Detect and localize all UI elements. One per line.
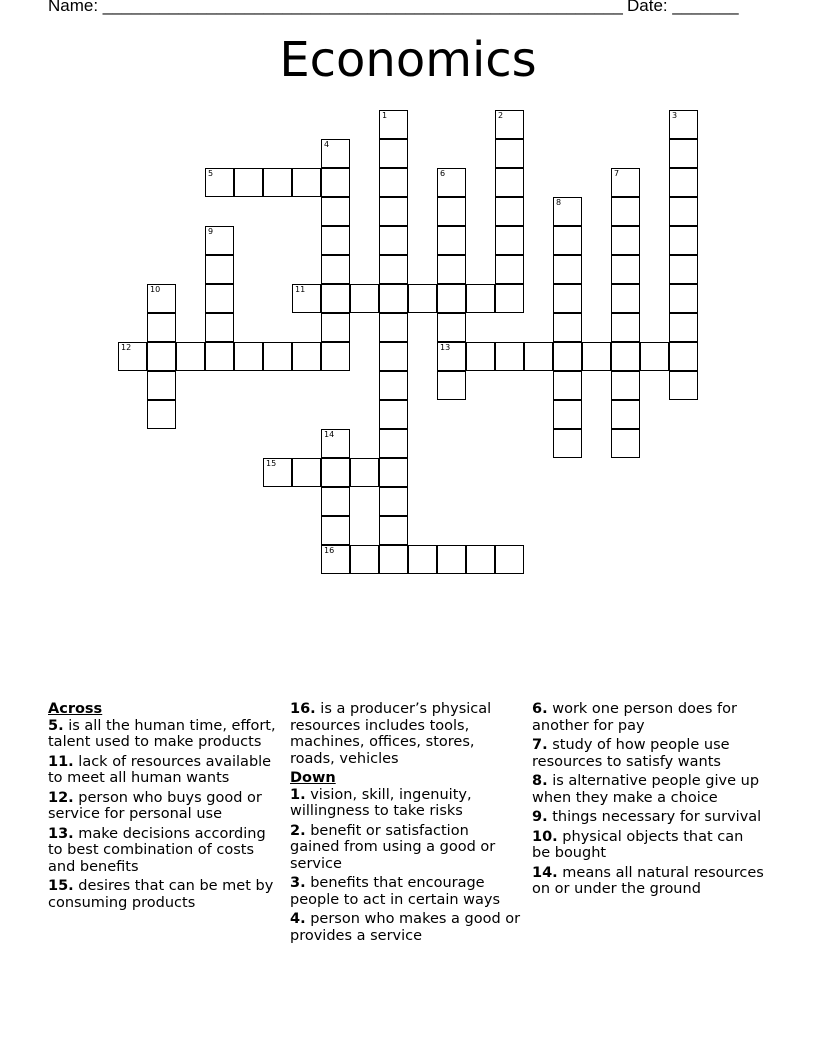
grid-cell[interactable] bbox=[553, 313, 582, 342]
cell-number: 12 bbox=[121, 343, 132, 352]
grid-cell[interactable] bbox=[205, 255, 234, 284]
grid-cell[interactable] bbox=[379, 139, 408, 168]
clue-text: is all the human time, effort, talent used to make products bbox=[48, 717, 276, 750]
clue-down-1 bbox=[290, 787, 522, 820]
grid-cell[interactable] bbox=[379, 545, 408, 574]
grid-cell[interactable] bbox=[379, 168, 408, 197]
grid-cell[interactable] bbox=[205, 284, 234, 313]
grid-cell[interactable] bbox=[495, 226, 524, 255]
grid-cell[interactable] bbox=[147, 313, 176, 342]
clue-across-15 bbox=[48, 878, 280, 911]
grid-cell[interactable] bbox=[379, 371, 408, 400]
grid-cell[interactable] bbox=[524, 342, 553, 371]
grid-cell[interactable] bbox=[321, 342, 350, 371]
grid-cell[interactable] bbox=[263, 458, 292, 487]
grid-cell[interactable] bbox=[321, 429, 350, 458]
clue-down-2 bbox=[290, 823, 522, 873]
clue-across-5 bbox=[48, 718, 280, 751]
grid-cell[interactable] bbox=[495, 168, 524, 197]
grid-cell[interactable] bbox=[379, 458, 408, 487]
clues-column-2 bbox=[290, 701, 522, 947]
clue-number: 16. bbox=[290, 701, 316, 717]
cell-number: 9 bbox=[208, 227, 214, 236]
clue-number: 7. bbox=[532, 737, 548, 753]
grid-cell[interactable] bbox=[553, 255, 582, 284]
grid-cell[interactable] bbox=[669, 226, 698, 255]
clue-text: vision, skill, ingenuity, willingness to take risks bbox=[290, 786, 472, 819]
clue-text: desires that can be met by consuming products bbox=[48, 878, 274, 911]
grid-cell[interactable] bbox=[205, 342, 234, 371]
clue-number: 2. bbox=[290, 822, 306, 839]
clue-number: 3. bbox=[290, 875, 306, 891]
cell-number: 13 bbox=[440, 343, 451, 352]
grid-cell[interactable] bbox=[205, 313, 234, 342]
grid-cell[interactable] bbox=[234, 342, 263, 371]
grid-cell[interactable] bbox=[292, 284, 321, 313]
clue-down-3 bbox=[290, 875, 522, 908]
grid-cell[interactable] bbox=[292, 168, 321, 197]
grid-cell[interactable] bbox=[437, 284, 466, 313]
grid-cell[interactable] bbox=[640, 342, 669, 371]
grid-cell[interactable] bbox=[321, 255, 350, 284]
grid-cell[interactable] bbox=[321, 516, 350, 545]
grid-cell[interactable] bbox=[611, 168, 640, 197]
clue-number: 6. bbox=[532, 701, 548, 717]
grid-cell[interactable] bbox=[553, 226, 582, 255]
grid-cell[interactable] bbox=[147, 400, 176, 429]
clue-down-4 bbox=[290, 911, 522, 944]
cell-number: 4 bbox=[324, 140, 330, 149]
date-line[interactable]: Date: _______ bbox=[627, 0, 739, 15]
grid-cell[interactable] bbox=[379, 197, 408, 226]
clue-text: benefit or satisfaction gained from using a good or service bbox=[290, 822, 496, 872]
clue-number: 4. bbox=[290, 911, 306, 927]
clue-down-10 bbox=[532, 829, 764, 862]
grid-cell[interactable] bbox=[379, 226, 408, 255]
clue-text: lack of resources available to meet all human wants bbox=[48, 753, 272, 786]
clue-number: 14. bbox=[532, 864, 558, 881]
grid-cell[interactable] bbox=[611, 284, 640, 313]
grid-cell[interactable] bbox=[582, 342, 611, 371]
grid-cell[interactable] bbox=[176, 342, 205, 371]
clue-number: 9. bbox=[532, 809, 548, 825]
cell-number: 8 bbox=[556, 198, 562, 207]
grid-cell[interactable] bbox=[379, 342, 408, 371]
grid-cell[interactable] bbox=[379, 429, 408, 458]
grid-cell[interactable] bbox=[553, 429, 582, 458]
across-heading: Across bbox=[48, 701, 103, 717]
grid-cell[interactable] bbox=[321, 139, 350, 168]
grid-cell[interactable] bbox=[350, 545, 379, 574]
clue-text: work one person does for another for pay bbox=[532, 701, 737, 734]
grid-cell[interactable] bbox=[379, 313, 408, 342]
grid-cell[interactable] bbox=[437, 168, 466, 197]
grid-cell[interactable] bbox=[408, 284, 437, 313]
grid-cell[interactable] bbox=[611, 400, 640, 429]
cell-number: 2 bbox=[498, 111, 504, 120]
grid-cell[interactable] bbox=[553, 284, 582, 313]
grid-cell[interactable] bbox=[611, 197, 640, 226]
grid-cell[interactable] bbox=[553, 400, 582, 429]
cell-number: 11 bbox=[295, 285, 306, 294]
clue-across-12 bbox=[48, 790, 280, 823]
grid-cell[interactable] bbox=[437, 371, 466, 400]
grid-cell[interactable] bbox=[205, 226, 234, 255]
clue-down-8 bbox=[532, 773, 764, 806]
grid-cell[interactable] bbox=[553, 197, 582, 226]
grid-cell[interactable] bbox=[611, 371, 640, 400]
grid-cell[interactable] bbox=[437, 197, 466, 226]
grid-cell[interactable] bbox=[611, 226, 640, 255]
cell-number: 10 bbox=[150, 285, 161, 294]
cell-number: 5 bbox=[208, 169, 214, 178]
grid-cell[interactable] bbox=[147, 342, 176, 371]
grid-cell[interactable] bbox=[379, 400, 408, 429]
cell-number: 14 bbox=[324, 430, 335, 439]
clue-down-9 bbox=[532, 809, 764, 826]
clue-number: 13. bbox=[48, 825, 74, 842]
grid-cell[interactable] bbox=[321, 487, 350, 516]
clue-number: 15. bbox=[48, 878, 74, 894]
cell-number: 1 bbox=[382, 111, 388, 120]
grid-cell[interactable] bbox=[495, 284, 524, 313]
grid-cell[interactable] bbox=[553, 342, 582, 371]
clue-text: physical objects that can be bought bbox=[532, 828, 744, 861]
grid-cell[interactable] bbox=[350, 284, 379, 313]
cell-number: 6 bbox=[440, 169, 446, 178]
grid-cell[interactable] bbox=[466, 342, 495, 371]
clue-down-6 bbox=[532, 701, 764, 734]
grid-cell[interactable] bbox=[611, 342, 640, 371]
clue-number: 1. bbox=[290, 786, 306, 803]
grid-cell[interactable] bbox=[379, 110, 408, 139]
grid-cell[interactable] bbox=[495, 255, 524, 284]
clue-text: means all natural resources on or under the ground bbox=[532, 864, 764, 897]
grid-cell[interactable] bbox=[118, 342, 147, 371]
grid-cell[interactable] bbox=[350, 458, 379, 487]
grid-cell[interactable] bbox=[321, 313, 350, 342]
grid-cell[interactable] bbox=[408, 545, 437, 574]
down-heading: Down bbox=[290, 770, 336, 786]
grid-cell[interactable] bbox=[263, 168, 292, 197]
grid-cell[interactable] bbox=[466, 284, 495, 313]
clue-across-13 bbox=[48, 826, 280, 876]
clue-text: person who buys good or service for personal use bbox=[48, 789, 262, 822]
name-line[interactable]: Name: _______________________________________________________ bbox=[48, 0, 623, 15]
grid-cell[interactable] bbox=[379, 516, 408, 545]
grid-cell[interactable] bbox=[611, 429, 640, 458]
grid-cell[interactable] bbox=[205, 168, 234, 197]
grid-cell[interactable] bbox=[379, 487, 408, 516]
grid-cell[interactable] bbox=[669, 313, 698, 342]
grid-cell[interactable] bbox=[495, 197, 524, 226]
cell-number: 7 bbox=[614, 169, 620, 178]
grid-cell[interactable] bbox=[611, 255, 640, 284]
grid-cell[interactable] bbox=[669, 139, 698, 168]
grid-cell[interactable] bbox=[669, 197, 698, 226]
clue-text: study of how people use resources to satisfy wants bbox=[532, 737, 730, 770]
clues-column-1 bbox=[48, 701, 280, 914]
grid-cell[interactable] bbox=[553, 371, 582, 400]
grid-cell[interactable] bbox=[379, 255, 408, 284]
grid-cell[interactable] bbox=[495, 545, 524, 574]
cell-number: 15 bbox=[266, 459, 277, 468]
grid-cell[interactable] bbox=[321, 458, 350, 487]
grid-cell[interactable] bbox=[437, 255, 466, 284]
grid-cell[interactable] bbox=[669, 168, 698, 197]
grid-cell[interactable] bbox=[669, 255, 698, 284]
grid-cell[interactable] bbox=[321, 284, 350, 313]
grid-cell[interactable] bbox=[669, 371, 698, 400]
grid-cell[interactable] bbox=[147, 371, 176, 400]
clue-text: things necessary for survival bbox=[547, 809, 762, 825]
grid-cell[interactable] bbox=[292, 342, 321, 371]
grid-cell[interactable] bbox=[292, 458, 321, 487]
grid-cell[interactable] bbox=[437, 226, 466, 255]
grid-cell[interactable] bbox=[321, 545, 350, 574]
cell-number: 3 bbox=[672, 111, 678, 120]
grid-cell[interactable] bbox=[495, 139, 524, 168]
clue-text: make decisions according to best combination of costs and benefits bbox=[48, 825, 266, 875]
grid-cell[interactable] bbox=[611, 313, 640, 342]
grid-cell[interactable] bbox=[379, 284, 408, 313]
grid-cell[interactable] bbox=[437, 342, 466, 371]
cell-number: 16 bbox=[324, 546, 335, 555]
clue-number: 12. bbox=[48, 789, 74, 806]
clue-number: 8. bbox=[532, 773, 548, 789]
clues-column-3 bbox=[532, 701, 764, 901]
clue-text: benefits that encourage people to act in certain ways bbox=[290, 875, 501, 908]
grid-cell[interactable] bbox=[495, 342, 524, 371]
grid-cell[interactable] bbox=[321, 226, 350, 255]
grid-cell[interactable] bbox=[321, 168, 350, 197]
clue-down-14 bbox=[532, 865, 764, 898]
grid-cell[interactable] bbox=[437, 545, 466, 574]
page-title: Economics bbox=[279, 32, 537, 88]
grid-cell[interactable] bbox=[466, 545, 495, 574]
clue-text: is alternative people give up when they make a choice bbox=[532, 773, 760, 806]
grid-cell[interactable] bbox=[321, 197, 350, 226]
clue-text: is a producer’s physical resources includes tools, machines, offices, stores, roads, vehicles bbox=[290, 701, 492, 767]
grid-cell[interactable] bbox=[669, 284, 698, 313]
clue-number: 10. bbox=[532, 828, 558, 845]
clue-number: 11. bbox=[48, 753, 74, 770]
grid-cell[interactable] bbox=[495, 110, 524, 139]
grid-cell[interactable] bbox=[669, 342, 698, 371]
grid-cell[interactable] bbox=[437, 313, 466, 342]
clue-number: 5. bbox=[48, 717, 64, 734]
grid-cell[interactable] bbox=[263, 342, 292, 371]
clue-down-7 bbox=[532, 737, 764, 770]
grid-cell[interactable] bbox=[147, 284, 176, 313]
grid-cell[interactable] bbox=[234, 168, 263, 197]
clue-across-16 bbox=[290, 701, 522, 767]
grid-cell[interactable] bbox=[669, 110, 698, 139]
clue-text: person who makes a good or provides a service bbox=[290, 911, 521, 944]
clue-across-11 bbox=[48, 754, 280, 787]
